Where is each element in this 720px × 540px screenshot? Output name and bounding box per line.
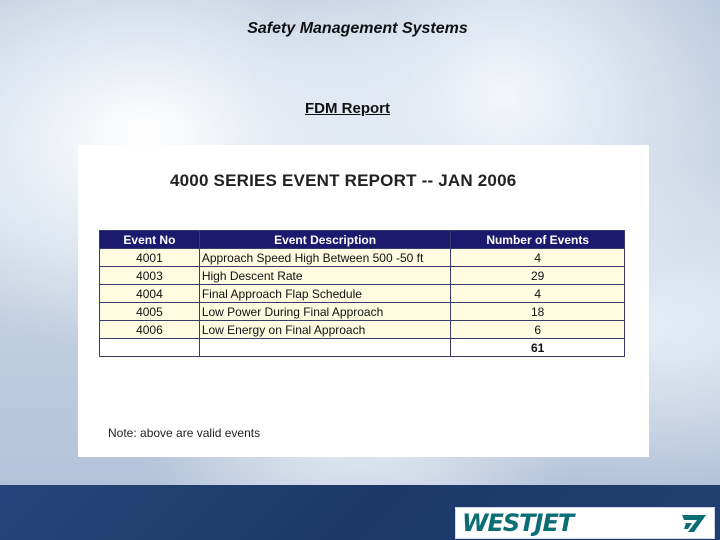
total-empty-cell [199, 339, 451, 357]
event-table [99, 230, 625, 357]
event-no-cell: 4005 [100, 303, 200, 321]
event-description-cell: Approach Speed High Between 500 -50 ft [199, 249, 451, 267]
event-no-cell: 4003 [100, 267, 200, 285]
event-count-cell: 29 [451, 267, 625, 285]
total-empty-cell [100, 339, 200, 357]
event-no-cell: 4004 [100, 285, 200, 303]
event-no-cell: 4006 [100, 321, 200, 339]
table-row [100, 285, 625, 303]
report-note: Note: above are valid events [108, 426, 261, 440]
page-subtitle: FDM Report [305, 100, 390, 117]
westjet-logo [455, 507, 715, 539]
total-count-cell: 61 [451, 339, 625, 357]
event-description-cell: Final Approach Flap Schedule [199, 285, 451, 303]
logo-mark-icon [680, 512, 708, 534]
report-panel [78, 145, 649, 457]
event-count-cell: 18 [451, 303, 625, 321]
page-title: Safety Management Systems [247, 20, 468, 37]
table-row [100, 249, 625, 267]
table-row [100, 303, 625, 321]
event-description-cell: Low Power During Final Approach [199, 303, 451, 321]
event-description-cell: Low Energy on Final Approach [199, 321, 451, 339]
event-count-cell: 4 [451, 285, 625, 303]
event-no-cell: 4001 [100, 249, 200, 267]
column-header-event-description: Event Description [199, 231, 451, 249]
logo-wordmark: WESTJET [462, 509, 574, 537]
total-row [100, 339, 625, 357]
column-header-number-of-events: Number of Events [451, 231, 625, 249]
event-count-cell: 4 [451, 249, 625, 267]
event-count-cell: 6 [451, 321, 625, 339]
report-title: 4000 SERIES EVENT REPORT -- JAN 2006 [170, 171, 517, 190]
table-row [100, 321, 625, 339]
table-header-row [100, 231, 625, 249]
table-row [100, 267, 625, 285]
column-header-event-no: Event No [100, 231, 200, 249]
event-description-cell: High Descent Rate [199, 267, 451, 285]
